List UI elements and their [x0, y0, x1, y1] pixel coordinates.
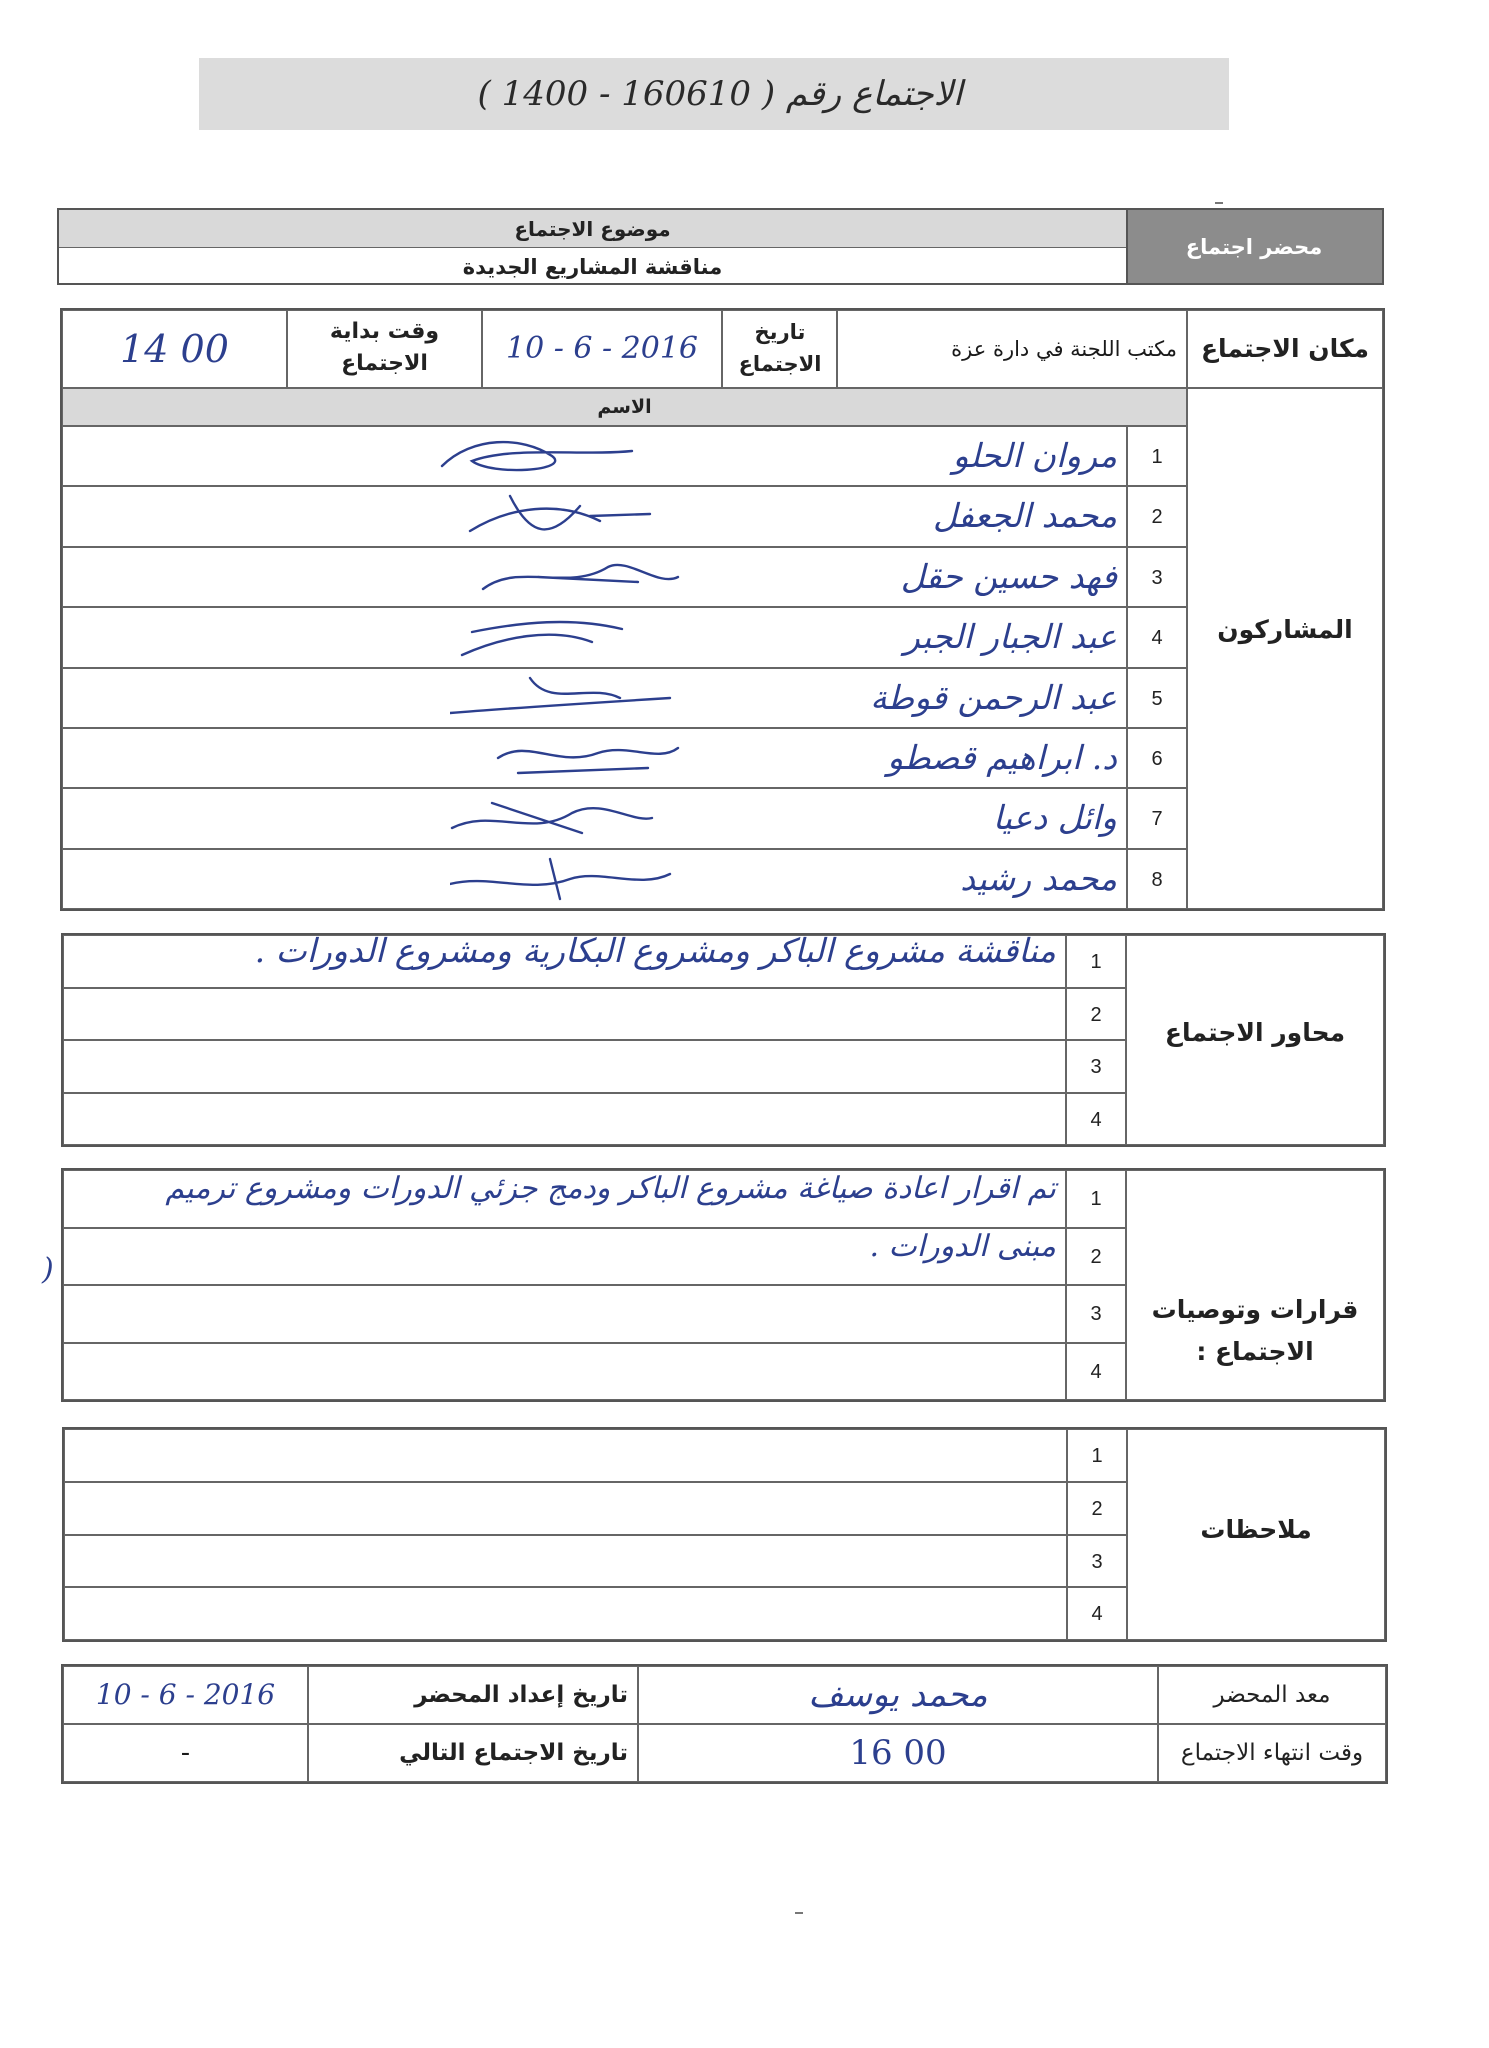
start-time-value: 14 00: [120, 327, 229, 371]
participant-row-number: 3: [1127, 547, 1187, 607]
notes-row: [64, 1429, 1067, 1482]
participant-signature: [432, 426, 662, 486]
decisions-row-number: 1: [1066, 1170, 1126, 1228]
agenda-row: [63, 1093, 1066, 1146]
agenda-row-number: 3: [1066, 1040, 1126, 1093]
next-meeting-label: تاريخ الاجتماع التالي: [399, 1740, 628, 1766]
participant-row-number: 4: [1127, 607, 1187, 667]
notes-row-number: 1: [1067, 1429, 1127, 1482]
notes-row-number: 4: [1067, 1587, 1127, 1640]
agenda-row: [63, 988, 1066, 1041]
preparer-label: معد المحضر: [1213, 1682, 1331, 1708]
participant-row-number: 1: [1127, 426, 1187, 486]
decisions-table: [61, 1168, 1386, 1402]
agenda-row-number: 2: [1066, 988, 1126, 1041]
participant-name: وائل دعيا: [992, 798, 1117, 838]
margin-bracket-mark: ): [42, 1252, 54, 1287]
decisions-row-number: 4: [1066, 1343, 1126, 1401]
participant-signature: [450, 668, 680, 728]
participant-signature: [432, 788, 662, 848]
participant-signature: [468, 547, 698, 607]
meeting-date-value: 10 - 6 - 2016: [505, 331, 699, 366]
notes-label: ملاحظات: [1200, 1515, 1312, 1544]
participant-name: محمد الجعفل: [933, 496, 1117, 536]
participant-name: عبد الرحمن قوطة: [870, 677, 1117, 717]
agenda-row-number: 1: [1066, 935, 1126, 988]
participant-signature: [468, 728, 698, 788]
decisions-row-text: تم اقرار اعادة صياغة مشروع الباكر ودمج جزئي الدورات ومشروع ترميم: [165, 1171, 1056, 1206]
stray-mark-top: [1215, 202, 1223, 204]
participant-row-number: 6: [1127, 728, 1187, 788]
participant-signature: [450, 849, 680, 909]
decisions-label-line1: قرارات وتوصيات: [1151, 1295, 1359, 1324]
subject-box: [57, 208, 1384, 285]
agenda-table: [61, 933, 1386, 1147]
participant-row-number: 8: [1127, 849, 1187, 909]
notes-row: [64, 1482, 1067, 1535]
decisions-row: [63, 1285, 1066, 1343]
end-time-value: 16 00: [849, 1733, 947, 1773]
notes-table: [62, 1427, 1387, 1642]
agenda-row-number: 4: [1066, 1093, 1126, 1146]
participant-row-number: 5: [1127, 668, 1187, 728]
participant-name: محمد رشيد: [960, 858, 1117, 898]
decisions-label-line2: الاجتماع :: [1196, 1337, 1314, 1366]
agenda-label: محاور الاجتماع: [1164, 1018, 1346, 1047]
participant-signature: [432, 607, 662, 667]
meeting-number-title: الاجتماع رقم ( 160610 - 1400 ): [477, 74, 963, 114]
participants-label: المشاركون: [1217, 615, 1353, 644]
participants-table: [60, 308, 1385, 911]
footer-table: [61, 1664, 1388, 1784]
notes-row: [64, 1587, 1067, 1640]
meeting-place-label: مكان الاجتماع: [1200, 334, 1370, 363]
participant-name: فهد حسين حقل: [900, 556, 1117, 596]
decisions-row-number: 2: [1066, 1228, 1126, 1286]
decisions-row-number: 3: [1066, 1285, 1126, 1343]
subject-value: مناقشة المشاريع الجديدة: [462, 255, 723, 279]
next-meeting-value: -: [180, 1738, 191, 1768]
notes-row: [64, 1535, 1067, 1588]
meeting-date-label: تاريخ الاجتماع: [738, 320, 822, 376]
participant-signature: [450, 486, 680, 546]
agenda-row: [63, 1040, 1066, 1093]
participant-name: د. ابراهيم قصطو: [887, 738, 1117, 777]
agenda-row-text: مناقشة مشروع الباكر ومشروع البكارية ومشروع الدورات .: [254, 931, 1056, 970]
start-time-label: وقت بداية الاجتماع: [329, 319, 440, 376]
name-header: الاسم: [597, 396, 652, 418]
stray-mark-bottom: [795, 1912, 803, 1914]
participant-row-number: 2: [1127, 486, 1187, 546]
notes-row-number: 3: [1067, 1535, 1127, 1588]
participant-name: عبد الجبار الجبر: [903, 617, 1117, 657]
decisions-row-text: مبنى الدورات .: [869, 1228, 1056, 1264]
decisions-row: [63, 1343, 1066, 1401]
subject-label: موضوع الاجتماع: [514, 217, 671, 241]
minutes-badge-label: محضر اجتماع: [1185, 235, 1323, 259]
participant-row-number: 7: [1127, 788, 1187, 848]
notes-row-number: 2: [1067, 1482, 1127, 1535]
preparer-value: محمد يوسف: [808, 1675, 988, 1715]
end-time-label: وقت انتهاء الاجتماع: [1180, 1740, 1364, 1766]
participant-name: مروان الحلو: [952, 436, 1117, 475]
meeting-place-value: مكتب اللجنة في دارة عزة: [951, 337, 1177, 361]
prep-date-label: تاريخ إعداد المحضر: [414, 1682, 628, 1708]
prep-date-value: 10 - 6 - 2016: [95, 1678, 276, 1711]
